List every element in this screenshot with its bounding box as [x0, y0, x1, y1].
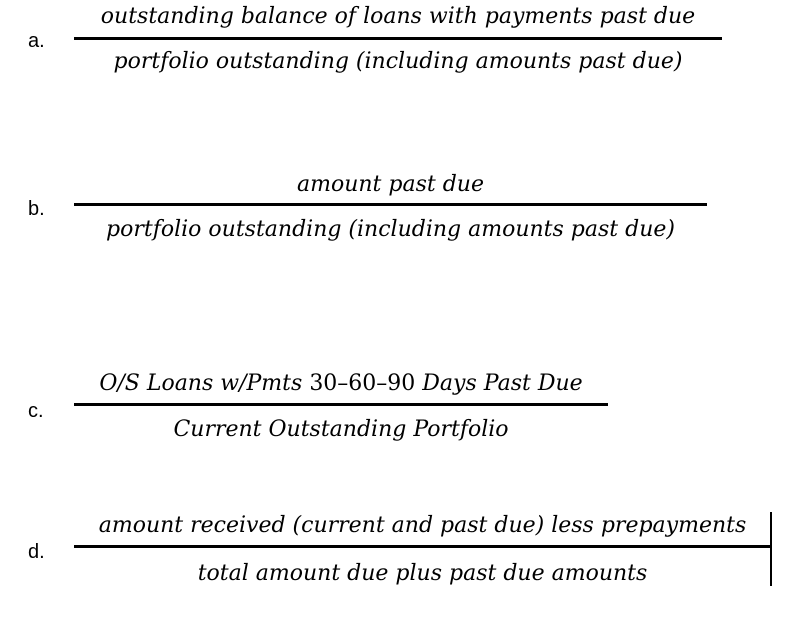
formula-b-numerator: amount past due: [297, 172, 484, 197]
formula-b-fraction-bar: [74, 203, 707, 206]
formula-b-denominator: portfolio outstanding (including amounts past due): [106, 217, 675, 242]
formula-d: [0, 500, 800, 600]
formula-a: [0, 0, 800, 120]
formula-d-fraction-bar: [74, 545, 771, 548]
formula-a-label: a.: [28, 30, 45, 52]
formula-d-denominator: total amount due plus past due amounts: [197, 561, 648, 586]
formula-b-fraction: [74, 160, 707, 260]
formula-c-numerator-part1: O/S Loans w/Pmts: [99, 371, 303, 396]
formula-a-fraction-bar: [74, 37, 722, 40]
formula-d-right-rule: [770, 512, 772, 586]
formula-c-fraction-bar: [74, 403, 608, 406]
formula-b: [0, 160, 800, 270]
formula-c-fraction: [74, 360, 608, 460]
formula-d-numerator: amount received (current and past due) less prepayments: [98, 513, 747, 538]
formula-b-label: b.: [28, 198, 45, 220]
formula-c-denominator: Current Outstanding Portfolio: [173, 417, 509, 442]
formula-a-numerator: outstanding balance of loans with payments past due: [100, 4, 696, 29]
formula-c-numerator-part2: 30–60–90: [309, 371, 416, 396]
formula-c-label: c.: [28, 400, 44, 422]
formula-d-label: d.: [28, 541, 45, 563]
formula-c-numerator: [74, 373, 608, 395]
formula-d-fraction: [74, 500, 771, 600]
formula-a-fraction: [74, 0, 722, 90]
formula-c: [0, 360, 800, 460]
formula-a-denominator: portfolio outstanding (including amounts past due): [113, 49, 683, 74]
formula-c-numerator-part3: Days Past Due: [422, 371, 583, 396]
